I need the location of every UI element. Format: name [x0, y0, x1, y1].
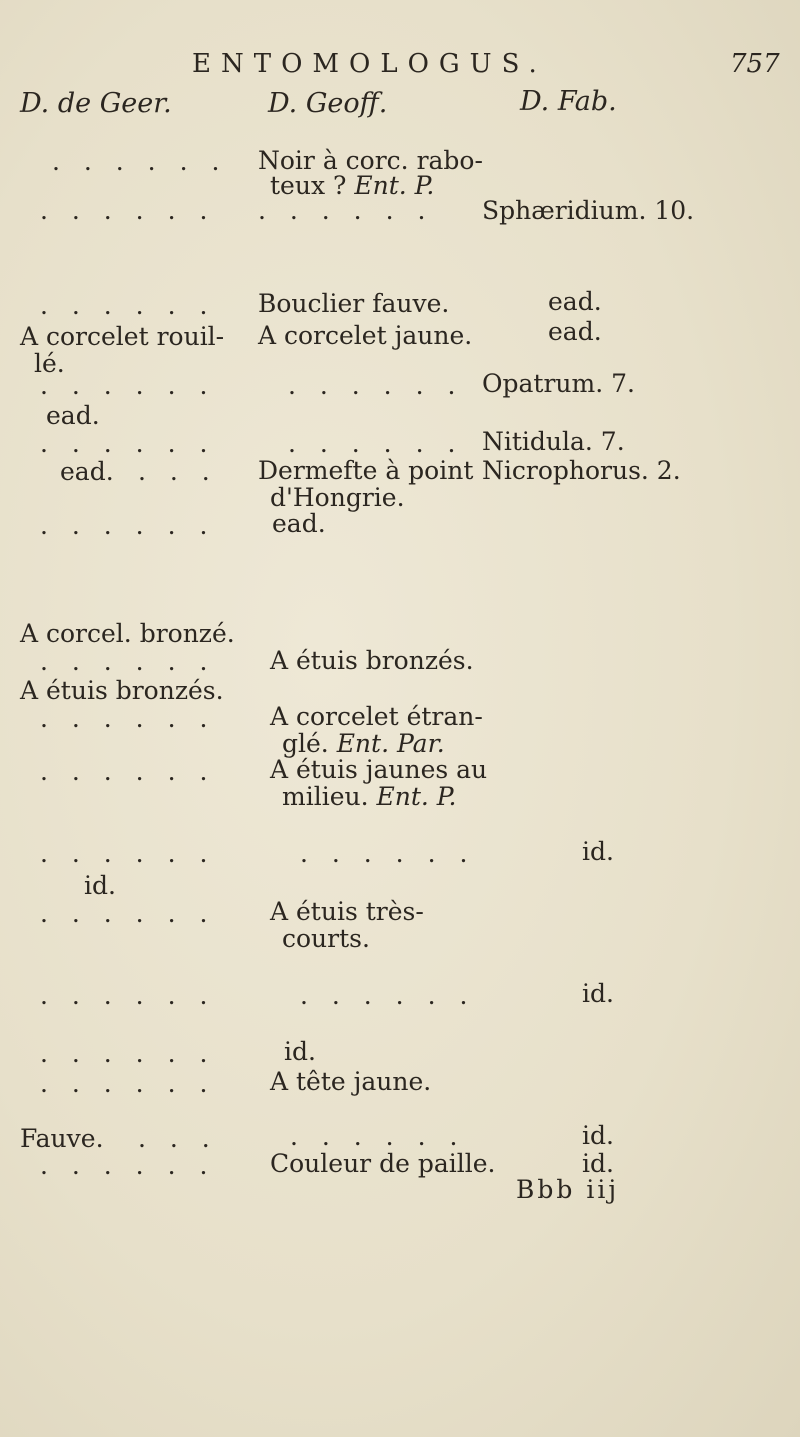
- entry-text: ead.: [548, 317, 602, 346]
- leader-dots: . . . . . .: [300, 839, 476, 868]
- leader-dots: . . . . . .: [40, 704, 216, 733]
- leader-dots: . . . . . .: [52, 147, 228, 176]
- entry-text: d'Hongrie.: [270, 483, 405, 512]
- entry-text: id.: [84, 871, 116, 900]
- entry-text: Fauve.: [20, 1124, 104, 1153]
- entry-text: Sphæridium. 10.: [482, 196, 695, 225]
- leader-dots: . . . . . .: [40, 899, 216, 928]
- entry-text: A étuis bronzés.: [20, 676, 224, 705]
- entry-text: Noir à corc. rabo-: [258, 146, 483, 175]
- leader-dots: . . . . . .: [288, 429, 464, 458]
- entry-text: milieu. Ent. P.: [282, 782, 457, 811]
- leader-dots: . . . . . .: [40, 429, 216, 458]
- signature-mark: Bbb iij: [516, 1175, 620, 1204]
- leader-dots: . . . . . .: [40, 1039, 216, 1068]
- entry-text: Couleur de paille.: [270, 1149, 496, 1178]
- entry-text: A corcel. bronzé.: [20, 619, 235, 648]
- entry-text: ead.: [60, 457, 114, 486]
- leader-dots: . . . . . .: [288, 371, 464, 400]
- leader-dots: . . . . . .: [258, 196, 434, 225]
- entry-text: id.: [582, 1121, 614, 1150]
- entry-text: ead.: [272, 509, 326, 538]
- leader-dots: . . . . . .: [290, 1122, 466, 1151]
- entry-text: id.: [284, 1037, 316, 1066]
- leader-dots: . . . . . .: [40, 371, 216, 400]
- entry-text: Bouclier fauve.: [258, 289, 450, 318]
- entry-text: id.: [582, 837, 614, 866]
- leader-dots: . . .: [138, 1124, 218, 1153]
- entry-text: id.: [582, 1149, 614, 1178]
- leader-dots: . . . . . .: [40, 757, 216, 786]
- entry-text: Nitidula. 7.: [482, 427, 625, 456]
- entry-text: Nicrophorus. 2.: [482, 456, 681, 485]
- column-heading-geoff: D. Geoff.: [268, 88, 388, 119]
- entry-text: courts.: [282, 924, 370, 953]
- page-number: 757: [730, 49, 780, 79]
- entry-text: A étuis très-: [270, 897, 424, 926]
- leader-dots: . . . . . .: [300, 981, 476, 1010]
- entry-text: glé. Ent. Par.: [282, 729, 445, 758]
- entry-text: A corcelet étran-: [270, 702, 483, 731]
- entry-text: A étuis bronzés.: [270, 646, 474, 675]
- entry-text: ead.: [548, 287, 602, 316]
- entry-text: Dermefte à point: [258, 456, 474, 485]
- column-heading-fab: D. Fab.: [520, 86, 617, 117]
- entry-text: A étuis jaunes au: [270, 755, 488, 784]
- entry-text: teux ? Ent. P.: [270, 171, 435, 200]
- column-heading-degeer: D. de Geer.: [20, 88, 172, 119]
- entry-text: Opatrum. 7.: [482, 369, 635, 398]
- entry-text: A tête jaune.: [270, 1067, 432, 1096]
- leader-dots: . . . . . .: [40, 1151, 216, 1180]
- entry-text: id.: [582, 979, 614, 1008]
- leader-dots: . . .: [138, 457, 218, 486]
- running-title: ENTOMOLOGUS.: [192, 49, 547, 79]
- leader-dots: . . . . . .: [40, 647, 216, 676]
- entry-text: ead.: [46, 401, 100, 430]
- leader-dots: . . . . . .: [40, 511, 216, 540]
- leader-dots: . . . . . .: [40, 981, 216, 1010]
- leader-dots: . . . . . .: [40, 839, 216, 868]
- entry-text: A corcelet rouil-: [20, 322, 225, 351]
- entry-text: lé.: [34, 349, 65, 378]
- leader-dots: . . . . . .: [40, 291, 216, 320]
- entry-text: A corcelet jaune.: [258, 321, 473, 350]
- leader-dots: . . . . . .: [40, 196, 216, 225]
- leader-dots: . . . . . .: [40, 1069, 216, 1098]
